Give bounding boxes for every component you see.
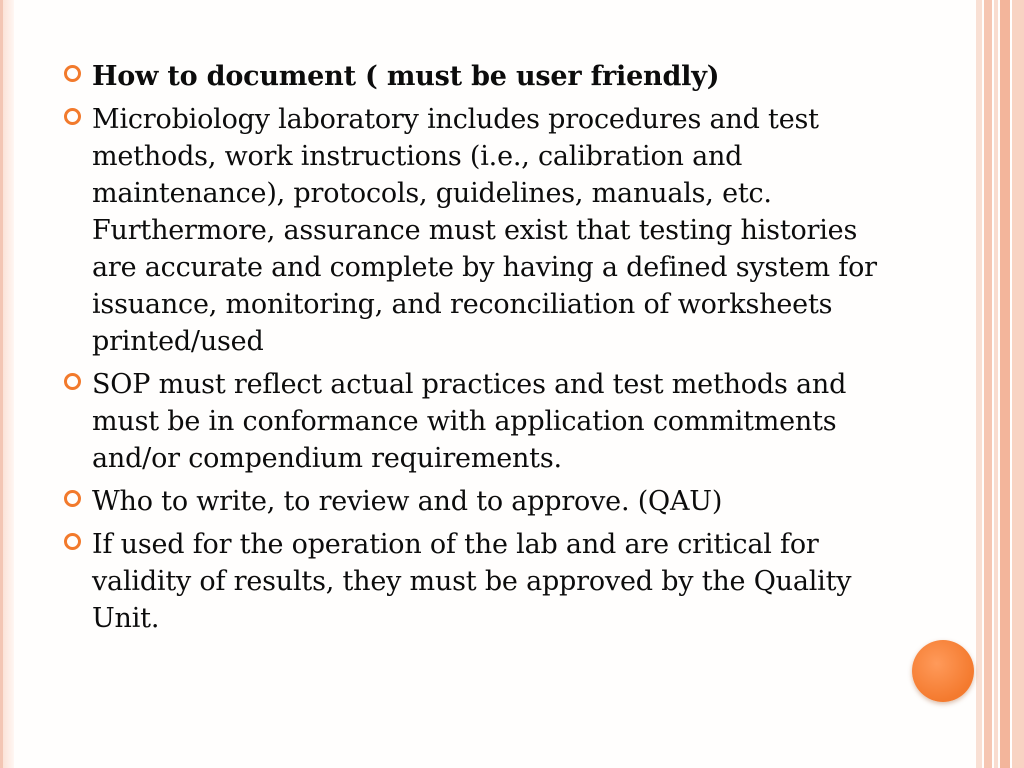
bullet-item-sop bbox=[64, 366, 894, 477]
bullet-ring-icon bbox=[64, 533, 81, 550]
stripe bbox=[1012, 0, 1024, 768]
bullet-ring-icon bbox=[64, 108, 81, 125]
bullet-text: Microbiology laboratory includes procedures and test methods, work instructions (i.e., calibration and maintenance), protocols, guidelines, manuals, etc. Furthermore, assurance must exist that testing histories are accurate and complete by having a defined system for issuance, monitoring, and reconciliation of worksheets printed/used bbox=[92, 104, 877, 357]
bullet-text: If used for the operation of the lab and are critical for validity of results, they must be approved by the Quality Unit. bbox=[92, 529, 852, 634]
bullet-ring-icon bbox=[64, 490, 81, 507]
stripe bbox=[994, 0, 998, 768]
bullet-item-how-to-document bbox=[64, 58, 894, 95]
stripe bbox=[976, 0, 982, 768]
orange-circle-decoration bbox=[912, 640, 974, 702]
bullet-item-who-to-write bbox=[64, 483, 894, 520]
bullet-text: SOP must reflect actual practices and test methods and must be in conformance with application commitments and/or compendium requirements. bbox=[92, 369, 847, 474]
bullet-text: How to document ( must be user friendly) bbox=[92, 61, 720, 92]
bullet-item-microbiology-lab bbox=[64, 101, 894, 360]
bullet-ring-icon bbox=[64, 65, 81, 82]
left-decorative-border bbox=[0, 0, 14, 768]
right-decorative-stripes bbox=[976, 0, 1024, 768]
bullet-list bbox=[64, 58, 894, 643]
bullet-item-quality-unit bbox=[64, 526, 894, 637]
bullet-ring-icon bbox=[64, 373, 81, 390]
stripe bbox=[984, 0, 992, 768]
bullet-text: Who to write, to review and to approve. (QAU) bbox=[92, 486, 723, 517]
stripe bbox=[1000, 0, 1010, 768]
